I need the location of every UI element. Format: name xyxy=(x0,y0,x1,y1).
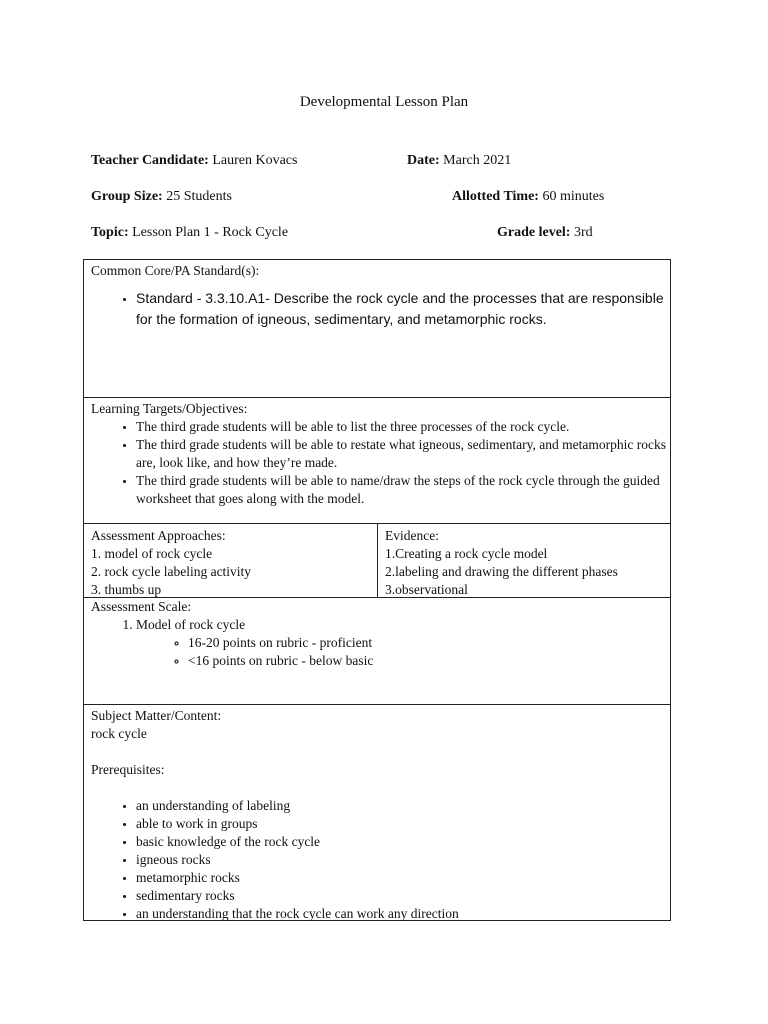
evidence-item: 3.observational xyxy=(385,582,468,597)
date-value: March 2021 xyxy=(443,153,512,168)
topic-field xyxy=(91,225,288,241)
evidence-column xyxy=(385,527,618,599)
evidence-item: 2.labeling and drawing the different phases xyxy=(385,564,618,579)
allotted-time-label: Allotted Time: xyxy=(452,189,539,204)
subject-matter-section xyxy=(83,704,671,921)
allotted-time-field xyxy=(452,189,604,205)
objectives-list xyxy=(84,418,670,508)
scale-list xyxy=(84,616,670,670)
topic-value: Lesson Plan 1 - Rock Cycle xyxy=(132,225,289,240)
prerequisite-item: • basic knowledge of the rock cycle xyxy=(136,833,670,851)
prerequisite-item: • an understanding that the rock cycle can work any direction xyxy=(136,905,670,923)
teacher-value: Lauren Kovacs xyxy=(212,153,298,168)
prerequisite-item: • igneous rocks xyxy=(136,851,670,869)
prerequisites-label: Prerequisites: xyxy=(91,762,165,777)
scale-subitem: ◦ 16-20 points on rubric - proficient xyxy=(188,634,670,652)
allotted-time-value: 60 minutes xyxy=(542,189,605,204)
scale-label: Assessment Scale: xyxy=(91,599,192,614)
assessment-item: 2. rock cycle labeling activity xyxy=(91,564,252,579)
standards-list xyxy=(84,288,670,330)
grade-level-field xyxy=(497,225,593,241)
objectives-section xyxy=(83,397,671,524)
assessment-item: 1. model of rock cycle xyxy=(91,546,213,561)
prerequisite-item: • sedimentary rocks xyxy=(136,887,670,905)
assessment-column xyxy=(91,527,251,599)
page-title: Developmental Lesson Plan xyxy=(299,94,469,110)
assessment-item: 3. thumbs up xyxy=(91,582,162,597)
standard-item: • Standard - 3.3.10.A1- Describe the rock cycle and the processes that are responsible for the formation of igneous, sedimentary, and metamorphic rocks. xyxy=(136,288,670,330)
objective-item: • The third grade students will be able to name/draw the steps of the rock cycle through the guided worksheet that goes along with the model. xyxy=(136,472,670,508)
objectives-label: Learning Targets/Objectives: xyxy=(91,401,248,416)
column-divider xyxy=(377,524,378,597)
scale-item xyxy=(136,616,670,670)
group-size-value: 25 Students xyxy=(166,189,232,204)
date-label: Date: xyxy=(407,153,440,168)
prerequisite-item: • an understanding of labeling xyxy=(136,797,670,815)
scale-item-label: Model of rock cycle xyxy=(136,617,246,632)
grade-level-value: 3rd xyxy=(573,225,593,240)
prerequisites-list xyxy=(84,797,670,923)
teacher-field xyxy=(91,153,297,169)
subject-value: rock cycle xyxy=(91,726,147,741)
teacher-label: Teacher Candidate: xyxy=(91,153,209,168)
objective-item: • The third grade students will be able to restate what igneous, sedimentary, and metamorphic rocks are, look like, and how they’re made. xyxy=(136,436,670,472)
date-field xyxy=(407,153,511,169)
assessment-evidence-section xyxy=(83,523,671,598)
assessment-scale-section xyxy=(83,597,671,705)
evidence-label: Evidence: xyxy=(385,528,439,543)
scale-sublist xyxy=(136,634,670,670)
scale-subitem: ◦ <16 points on rubric - below basic xyxy=(188,652,670,670)
standards-section xyxy=(83,259,671,398)
subject-label: Subject Matter/Content: xyxy=(91,708,222,723)
standards-label: Common Core/PA Standard(s): xyxy=(91,263,260,278)
assessment-label: Assessment Approaches: xyxy=(91,528,226,543)
topic-label: Topic: xyxy=(91,225,129,240)
group-size-field xyxy=(91,189,232,205)
objective-item: • The third grade students will be able to list the three processes of the rock cycle. xyxy=(136,418,670,436)
grade-level-label: Grade level: xyxy=(497,225,571,240)
prerequisite-item: • metamorphic rocks xyxy=(136,869,670,887)
prerequisite-item: • able to work in groups xyxy=(136,815,670,833)
group-size-label: Group Size: xyxy=(91,189,163,204)
evidence-item: 1.Creating a rock cycle model xyxy=(385,546,548,561)
